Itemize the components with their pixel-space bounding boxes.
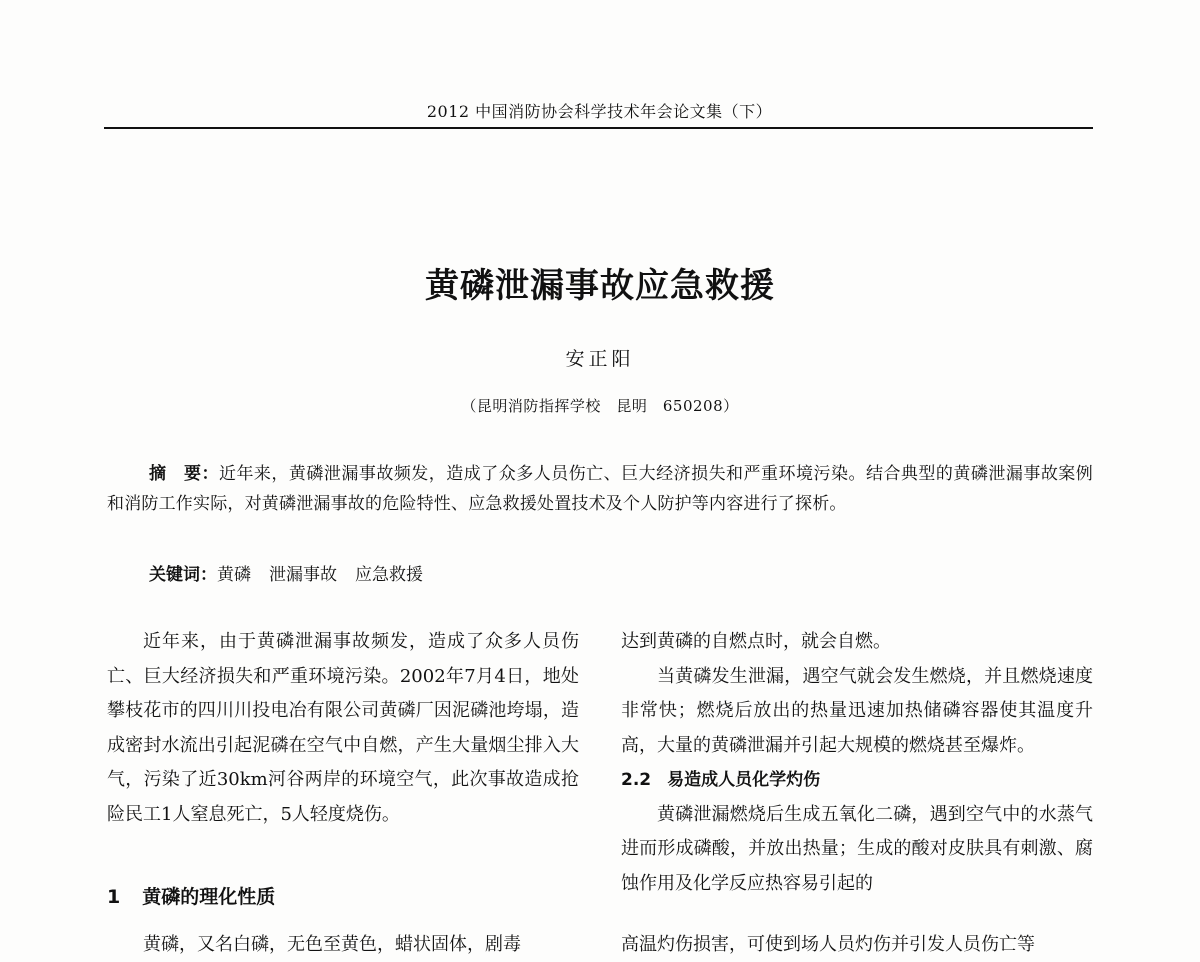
- intro-paragraph: 近年来，由于黄磷泄漏事故频发，造成了众多人员伤亡、巨大经济损失和严重环境污染。2002年7月4日，地处攀枝花市的四川川投电冶有限公司黄磷厂因泥磷池垮塌，造成密封水流出引起泥磷在空气中自燃，产生大量烟尘排入大气，污染了近30km河谷两岸的环境空气，此次事故造成抢险民工1人窒息死亡，5人轻度烧伤。: [107, 631, 579, 825]
- affiliation: （昆明消防指挥学校 昆明 650208）: [461, 397, 739, 415]
- abstract-label: 摘 要：: [149, 464, 219, 484]
- cut-line-text: 黄磷，又名白磷，无色至黄色，蜡状固体，剧毒: [143, 934, 521, 955]
- section-title: 易造成人员化学灼伤: [667, 770, 821, 790]
- section-2-2-heading: [621, 763, 1093, 798]
- continued-paragraph: 达到黄磷的自燃点时，就会自燃。: [621, 631, 891, 652]
- cut-line-text: 高温灼伤损害，可使到场人员灼伤并引发人员伤亡等: [621, 934, 1035, 955]
- keywords-label: 关键词：: [149, 565, 217, 585]
- section-1-heading: [107, 882, 275, 909]
- right-column: [621, 625, 1093, 901]
- keyword: 泄漏事故: [269, 565, 337, 585]
- author-name: 安正阳: [565, 348, 635, 370]
- keywords: [149, 560, 441, 590]
- header-rule: [104, 127, 1093, 129]
- left-column: [107, 625, 579, 832]
- paragraph: 黄磷泄漏燃烧后生成五氧化二磷，遇到空气中的水蒸气进而形成磷酸，并放出热量；生成的酸对皮肤具有刺激、腐蚀作用及化学反应热容易引起的: [621, 803, 1093, 894]
- section-title: 黄磷的理化性质: [142, 886, 276, 908]
- keyword: 黄磷: [217, 565, 251, 585]
- running-head: 2012 中国消防协会科学技术年会论文集（下）: [426, 102, 773, 121]
- section-number: 2.2: [621, 770, 652, 790]
- abstract: [107, 459, 1093, 519]
- section-number: 1: [107, 886, 121, 908]
- paragraph: 当黄磷发生泄漏，遇空气就会发生燃烧，并且燃烧速度非常快；燃烧后放出的热量迅速加热储磷容器使其温度升高，大量的黄磷泄漏并引起大规模的燃烧甚至爆炸。: [621, 665, 1093, 756]
- keyword: 应急救援: [355, 565, 423, 585]
- left-cut-line: [107, 928, 579, 955]
- right-cut-line: [621, 928, 1093, 955]
- paper-title: 黄磷泄漏事故应急救援: [425, 266, 775, 306]
- abstract-text: 近年来，黄磷泄漏事故频发，造成了众多人员伤亡、巨大经济损失和严重环境污染。结合典型的黄磷泄漏事故案例和消防工作实际，对黄磷泄漏事故的危险特性、应急救援处置技术及个人防护等内容进行了探析。: [107, 464, 1093, 514]
